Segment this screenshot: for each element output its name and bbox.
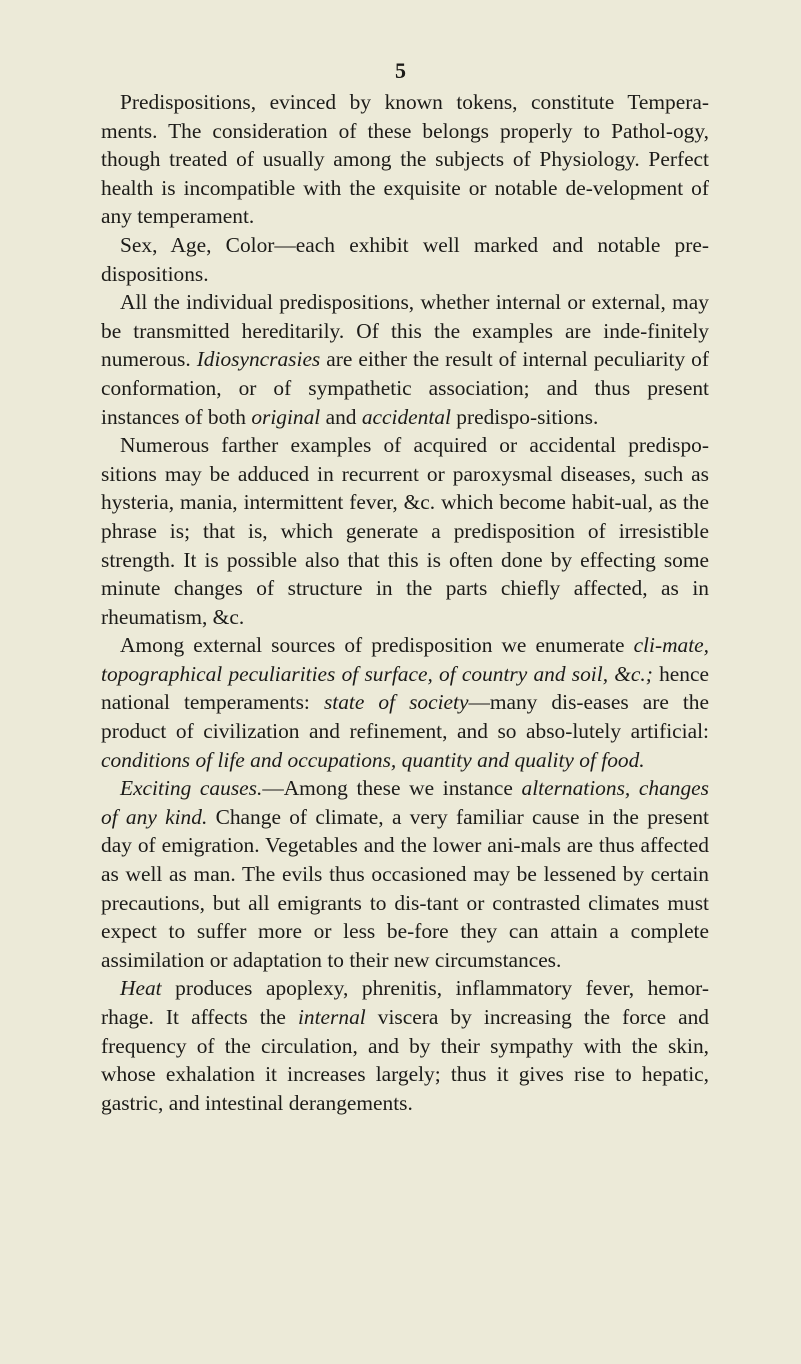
text-run: produces apoplexy, phrenitis, inflammatory fever, hemor-rhage. It affects the: [101, 976, 709, 1029]
text-run: —Among these we instance: [262, 776, 522, 801]
text-run: All the individual predispositions, whether internal or external, may be transmitted hereditarily. Of this the examples are inde-finitely numerous.: [101, 290, 709, 372]
text-run: —many dis-eases are the product of civilization and refinement, and so abso-lutely artificial:: [101, 690, 709, 744]
italic-text: cli-mate, topographical peculiarities of surface, of country and soil, &c.;: [101, 633, 709, 686]
text-run: Among external sources of predisposition we enumerate: [120, 633, 634, 658]
text-run: viscera by increasing the force and frequency of the circulation, and by their sympathy with the skin, whose exhalation it increases largely; thus it gives rise to hepatic, gastric, and intestinal derangements.: [101, 1005, 709, 1115]
italic-text: internal: [297, 1005, 366, 1029]
italic-text: original: [251, 404, 321, 429]
text-run: predispo-sitions.: [450, 404, 599, 429]
italic-text: Exciting causes.: [120, 776, 263, 801]
paragraph: [101, 288, 709, 431]
italic-text: Idiosyncrasies: [196, 347, 321, 372]
italic-text: conditions of life and occupations, quantity and quality of food.: [101, 747, 645, 772]
text-run: hence national temperaments:: [101, 661, 709, 715]
body-text: [101, 88, 709, 1117]
text-run: Change of climate, a very familiar cause in the present day of emigration. Vegetables and the lower ani-mals are thus affected as well as man. The evils thus occasioned may be lessened by certain precautions, but all emigrants to dis-tant or contrasted climates must expect to suffer more or less be-fore they can attain a complete assimilation or adaptation to their new circumstances.: [101, 804, 709, 972]
italic-text: accidental: [361, 404, 451, 429]
italic-text: alternations, changes of any kind.: [101, 776, 709, 829]
text-run: are either the result of internal peculiarity of conformation, or of sympathetic association; and thus present instances of both: [101, 347, 709, 429]
italic-text: state of society: [323, 690, 469, 715]
paragraph: [101, 88, 709, 231]
text-run: Sex, Age, Color—each exhibit well marked and notable pre-dispositions.: [101, 232, 709, 286]
paragraph: [101, 631, 709, 774]
text-run: Predispositions, evinced by known tokens, constitute Tempera-ments. The consideration of these belongs properly to Pathol-ogy, though treated of usually among the subjects of Physiology. Perfect health is incompatible with the exquisite or notable de-velopment of any temperament.: [101, 90, 709, 229]
paragraph: [101, 974, 709, 1117]
paragraph: [101, 231, 709, 288]
paragraph: [101, 774, 709, 974]
page-number: 5: [395, 58, 406, 83]
text-run: and: [320, 404, 362, 429]
italic-text: Heat: [120, 976, 162, 1001]
text-run: Numerous farther examples of acquired or accidental predispo-sitions may be adduced in recurrent or paroxysmal diseases, such as hysteria, mania, intermittent fever, &c. which become habit-ual, as the phrase is; that is, which generate a predisposition of irresistible strength. It is possible also that this is often done by effecting some minute changes of structure in the parts chiefly affected, as in rheumatism, &c.: [101, 433, 709, 629]
paragraph: [101, 431, 709, 631]
